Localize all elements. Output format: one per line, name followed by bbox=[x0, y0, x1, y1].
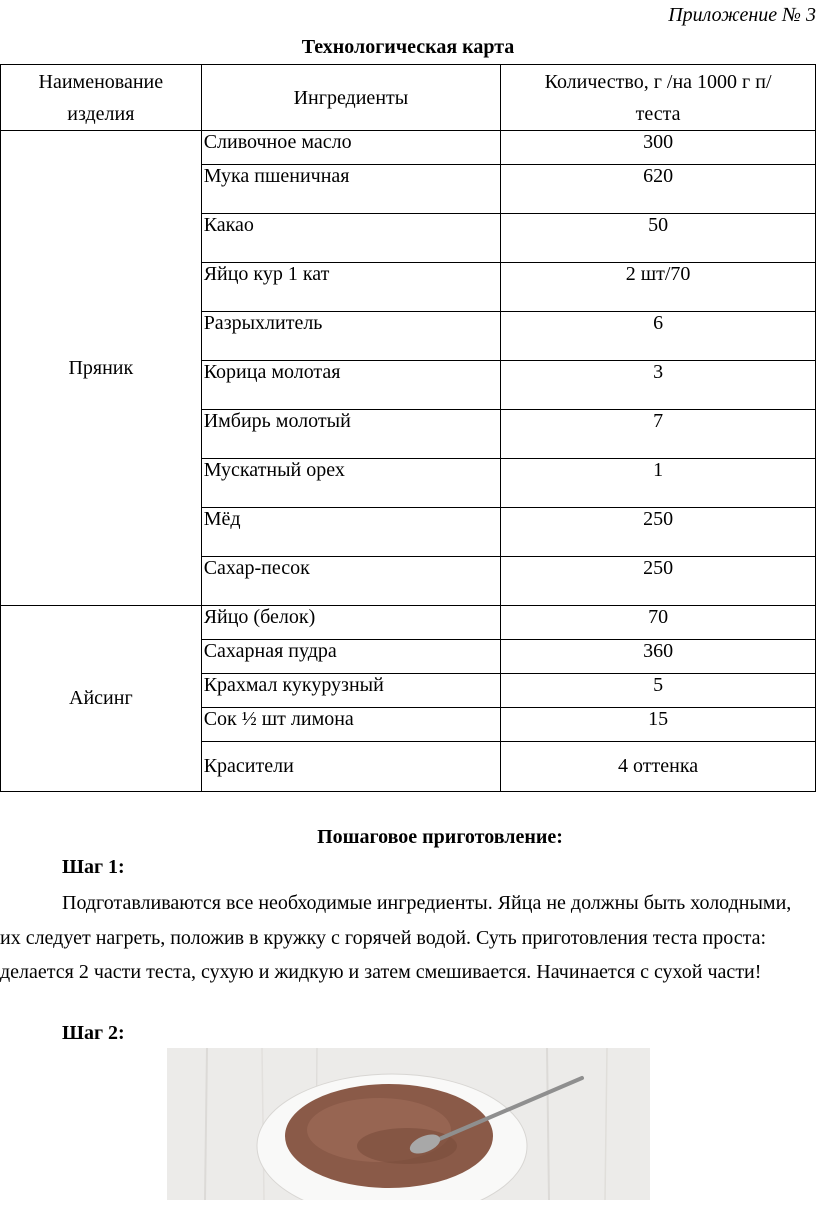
quantity-cell: 250 bbox=[501, 557, 816, 606]
header-qty-line1: Количество, г /на 1000 г п/ bbox=[544, 70, 772, 93]
cocoa-bowl-photo bbox=[167, 1048, 650, 1200]
product-cell: Айсинг bbox=[1, 606, 202, 792]
ingredient-cell: Корица молотая bbox=[201, 361, 500, 410]
ingredient-cell: Сахар-песок bbox=[201, 557, 500, 606]
header-name bbox=[1, 65, 202, 131]
quantity-cell: 2 шт/70 bbox=[501, 263, 816, 312]
ingredient-cell: Сок ½ шт лимона bbox=[201, 708, 500, 742]
quantity-cell: 360 bbox=[501, 640, 816, 674]
quantity-cell: 250 bbox=[501, 508, 816, 557]
header-quantity bbox=[501, 65, 816, 131]
ingredient-cell: Сливочное масло bbox=[201, 131, 500, 165]
ingredient-cell: Красители bbox=[201, 742, 500, 792]
document-title: Технологическая карта bbox=[301, 36, 515, 58]
ingredient-cell: Крахмал кукурузный bbox=[201, 674, 500, 708]
quantity-cell: 4 оттенка bbox=[501, 742, 816, 792]
quantity-cell: 5 bbox=[501, 674, 816, 708]
tech-card-table bbox=[0, 64, 816, 792]
header-name-line1: Наименование bbox=[38, 70, 164, 93]
quantity-cell: 50 bbox=[501, 214, 816, 263]
quantity-cell: 3 bbox=[501, 361, 816, 410]
quantity-cell: 6 bbox=[501, 312, 816, 361]
header-name-line2: изделия bbox=[67, 102, 135, 125]
ingredient-cell: Сахарная пудра bbox=[201, 640, 500, 674]
table-row bbox=[1, 606, 816, 640]
ingredient-cell: Мускатный орех bbox=[201, 459, 500, 508]
ingredient-cell: Мёд bbox=[201, 508, 500, 557]
quantity-cell: 300 bbox=[501, 131, 816, 165]
ingredient-cell: Мука пшеничная bbox=[201, 165, 500, 214]
table-row bbox=[1, 131, 816, 165]
step-1-text: Подготавливаются все необходимые ингредиенты. Яйца не должны быть холодными, их следует нагреть, положив в кружку с горячей водой. Суть приготовления теста проста: делается 2 части теста, сухую и жидкую и затем смешивается. Начинается с сухой части! bbox=[0, 892, 792, 983]
appendix-label: Приложение № 3 bbox=[668, 4, 816, 26]
quantity-cell: 15 bbox=[501, 708, 816, 742]
quantity-cell: 620 bbox=[501, 165, 816, 214]
step-2-title: Шаг 2: bbox=[62, 1022, 125, 1044]
quantity-cell: 1 bbox=[501, 459, 816, 508]
ingredient-cell: Какао bbox=[201, 214, 500, 263]
product-cell: Пряник bbox=[1, 131, 202, 606]
ingredient-cell: Яйцо кур 1 кат bbox=[201, 263, 500, 312]
ingredient-cell: Имбирь молотый bbox=[201, 410, 500, 459]
ingredient-cell: Разрыхлитель bbox=[201, 312, 500, 361]
quantity-cell: 70 bbox=[501, 606, 816, 640]
table-header-row bbox=[1, 65, 816, 131]
step-1-title: Шаг 1: bbox=[62, 856, 125, 878]
header-qty-line2: теста bbox=[635, 102, 681, 125]
quantity-cell: 7 bbox=[501, 410, 816, 459]
header-ingredients: Ингредиенты bbox=[201, 65, 500, 131]
ingredient-cell: Яйцо (белок) bbox=[201, 606, 500, 640]
steps-heading: Пошаговое приготовление: bbox=[317, 826, 563, 848]
